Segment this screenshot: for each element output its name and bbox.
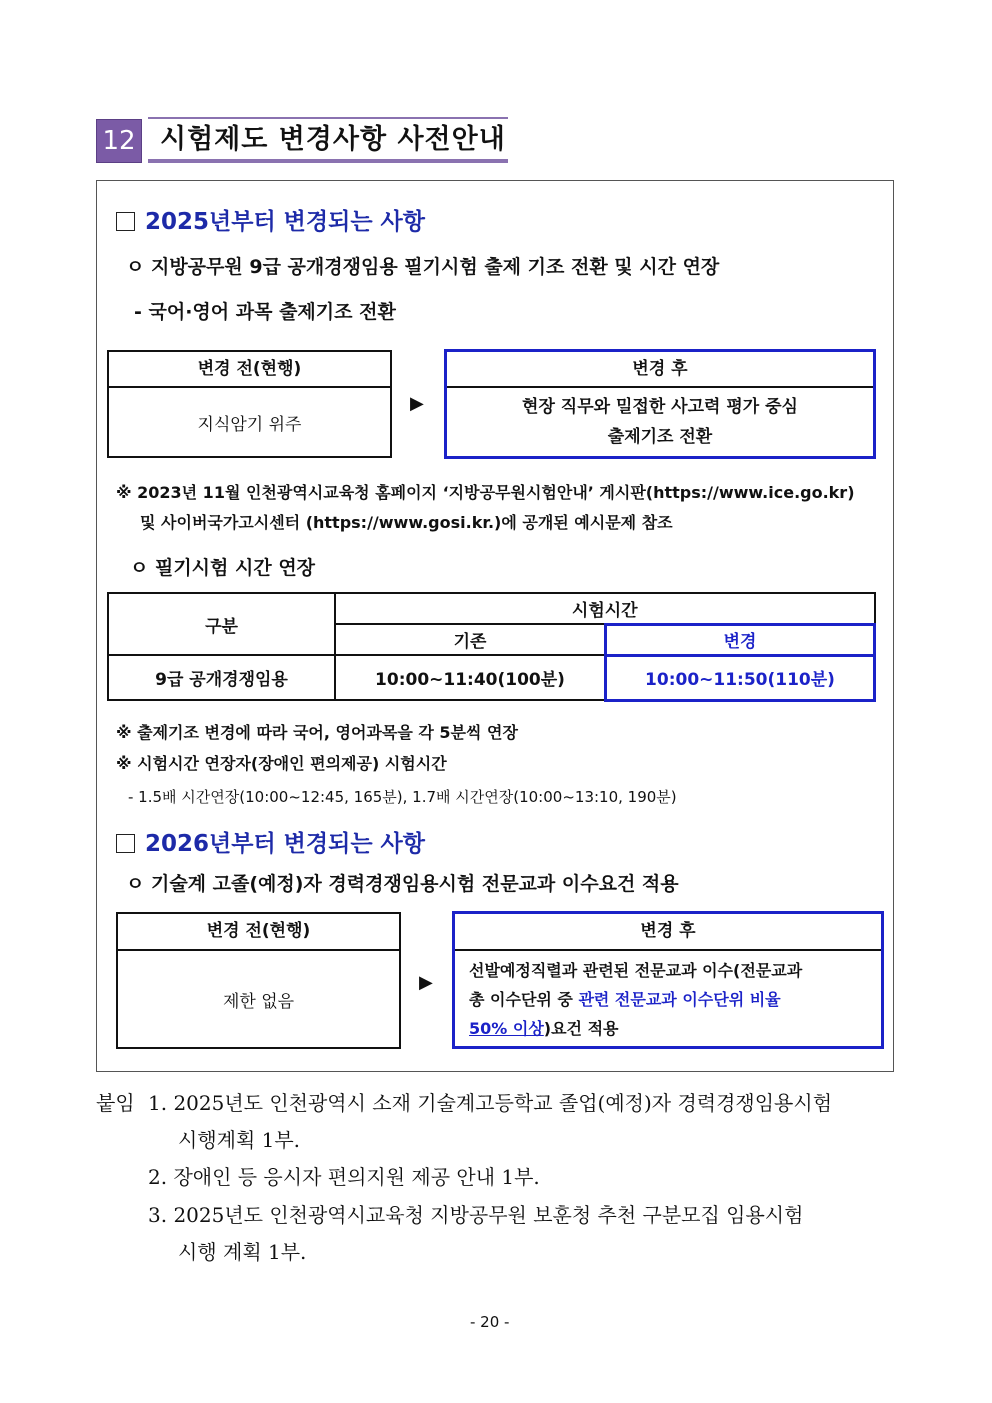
header-bottom-rule — [148, 159, 508, 163]
after-body-line2: 출제기조 전환 — [607, 427, 713, 447]
table-header-existing: 기존 — [335, 624, 606, 655]
after-box-body — [447, 388, 873, 452]
after-box-header: 변경 후 — [447, 352, 873, 388]
after-line1: 선발예정직렬과 관련된 전문교과 이수(전문교과 — [469, 961, 803, 980]
after-box-header: 변경 후 — [455, 914, 881, 951]
item-2025-1: ㅇ 지방공무원 9급 공개경쟁임용 필기시험 출제 기조 전환 및 시간 연장 — [126, 256, 720, 278]
table-row-changed: 10:00~11:50(110분) — [606, 655, 875, 700]
section-2025-heading: 2025년부터 변경되는 사항 — [116, 203, 425, 236]
note-2025-1-line2: 및 사이버국가고시센터 (https://www.gosi.kr.)에 공개된 예시문제 참조 — [140, 513, 673, 532]
table-row-existing: 10:00~11:40(100분) — [335, 655, 606, 700]
before-box-2026 — [116, 912, 401, 1049]
table-header-category: 구분 — [108, 593, 335, 655]
before-box-header: 변경 전(현행) — [118, 914, 399, 951]
before-box-2025 — [107, 350, 392, 458]
after-box-body — [455, 951, 881, 1043]
note-2025-2: ※ 출제기조 변경에 따라 국어, 영어과목을 각 5분씩 연장 — [116, 723, 518, 742]
triangle-right-icon: ▶ — [410, 393, 424, 414]
before-box-body: 제한 없음 — [222, 991, 295, 1012]
table-header-time: 시험시간 — [335, 593, 875, 624]
section-2026-heading: 2026년부터 변경되는 사항 — [116, 825, 425, 858]
after-box-2025 — [444, 349, 876, 459]
section-number-badge: 12 — [96, 119, 142, 163]
after-body-line1: 현장 직무와 밀접한 사고력 평가 중심 — [522, 397, 798, 417]
attachment-2: 2. 장애인 등 응시자 편의지원 제공 안내 1부. — [148, 1165, 540, 1189]
before-box-header: 변경 전(현행) — [109, 352, 390, 388]
attachment-1-line2: 시행계획 1부. — [178, 1128, 301, 1152]
table-row-label: 9급 공개경쟁임용 — [108, 655, 335, 700]
item-2026-1: ㅇ 기술계 고졸(예정)자 경력경쟁임용시험 전문교과 이수요건 적용 — [126, 873, 679, 895]
page-number: - 20 - — [470, 1313, 510, 1331]
attachments-label: 붙임 — [96, 1091, 135, 1115]
exam-time-table — [107, 592, 876, 702]
attachment-3-line2: 시행 계획 1부. — [178, 1240, 307, 1264]
sub-item-2025-1: - 국어·영어 과목 출제기조 전환 — [134, 301, 396, 323]
note-2025-1-line1: ※ 2023년 11월 인천광역시교육청 홈페이지 ‘지방공무원시험안내’ 게시판(https://www.ice.go.kr) — [116, 483, 855, 502]
triangle-right-icon: ▶ — [419, 972, 433, 993]
after-line2: 총 이수단위 중 관련 전문교과 이수단위 비율 — [469, 990, 781, 1009]
note-2025-3-sub: - 1.5배 시간연장(10:00~12:45, 165분), 1.7배 시간연장(10:00~13:10, 190분) — [128, 788, 677, 806]
attachment-3-line1: 3. 2025년도 인천광역시교육청 지방공무원 보훈청 추천 구분모집 임용시험 — [148, 1203, 804, 1227]
after-line3: 50% 이상)요건 적용 — [469, 1019, 619, 1038]
square-icon — [116, 212, 135, 231]
after-box-2026 — [452, 911, 884, 1049]
attachment-1-line1: 1. 2025년도 인천광역시 소재 기술계고등학교 졸업(예정)자 경력경쟁임용시험 — [148, 1091, 833, 1115]
square-icon — [116, 834, 135, 853]
page-title: 시험제도 변경사항 사전안내 — [160, 124, 506, 155]
note-2025-3: ※ 시험시간 연장자(장애인 편의제공) 시험시간 — [116, 754, 447, 773]
table-header-changed: 변경 — [606, 624, 875, 655]
before-box-body: 지식암기 위주 — [197, 414, 302, 435]
item-2025-2: ㅇ 필기시험 시간 연장 — [130, 557, 316, 579]
